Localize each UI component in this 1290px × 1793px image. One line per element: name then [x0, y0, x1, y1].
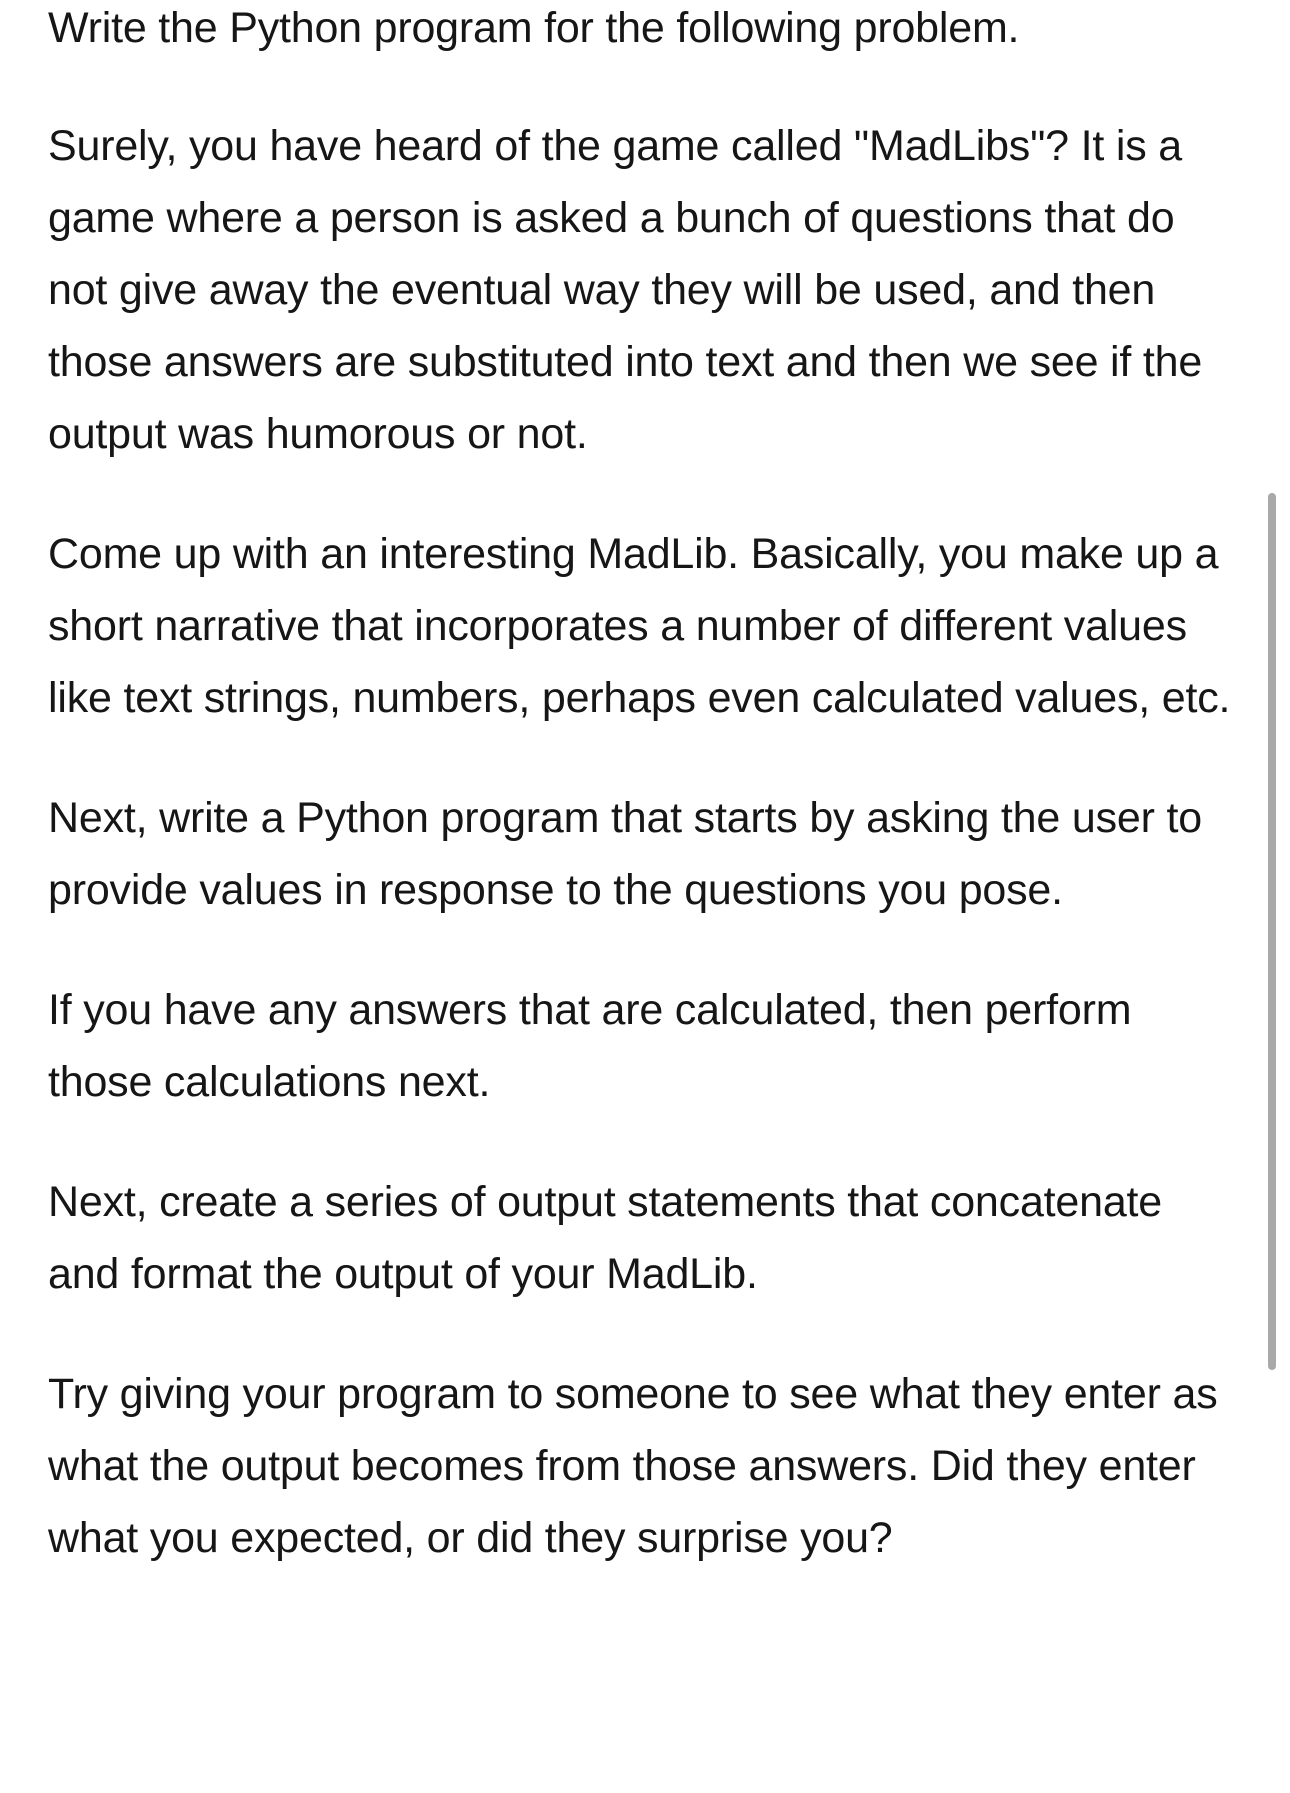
paragraph-output-statements: Next, create a series of output statements that concatenate and format the output of your MadLib.: [48, 1178, 1163, 1298]
intro-line: Write the Python program for the following problem.: [48, 4, 1020, 52]
document-body: [48, 0, 1243, 1574]
paragraph-test-program: Try giving your program to someone to see what they enter as what the output becomes from those answers. Did they enter what you expected, or did they surprise you?: [48, 1370, 1218, 1562]
paragraph-madlibs-description: Surely, you have heard of the game called "MadLibs"? It is a game where a person is asked a bunch of questions that do not give away the eventual way they will be used, and then those answers are substituted into text and then we see if the output was humorous or not.: [48, 122, 1203, 458]
paragraph-create-madlib: Come up with an interesting MadLib. Basically, you make up a short narrative that incorporates a number of different values like text strings, numbers, perhaps even calculated values, etc.: [48, 530, 1231, 722]
paragraph-ask-user: Next, write a Python program that starts by asking the user to provide values in response to the questions you pose.: [48, 794, 1202, 914]
paragraph-calculations: If you have any answers that are calculated, then perform those calculations next.: [48, 986, 1132, 1106]
scrollbar[interactable]: [1268, 493, 1276, 1370]
